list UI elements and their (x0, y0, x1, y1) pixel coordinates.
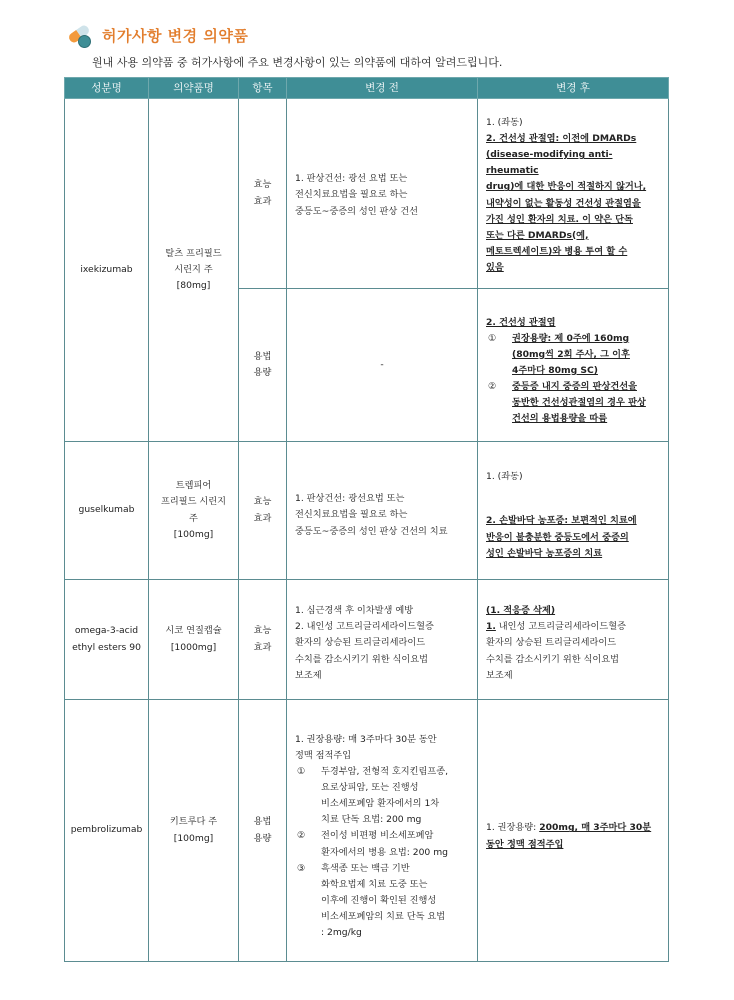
before-line: 중등도~중증의 성인 판상 건선의 치료 (295, 525, 448, 537)
drug-strength: [80mg] (176, 280, 211, 292)
item-cell (239, 700, 287, 962)
column-header: 변경 전 (287, 78, 478, 99)
item-cell (239, 289, 287, 442)
page-header (66, 22, 248, 48)
after-changed-line: 있음 (486, 261, 504, 273)
before-line: 전이성 비편평 비소세포폐암 (321, 830, 434, 842)
before-line: 흑색종 또는 백금 기반 (321, 862, 410, 874)
after-changed-line: 동안 정맥 점적주입 (486, 838, 564, 850)
before-line: 정맥 점적주입 (295, 749, 352, 761)
column-header: 변경 후 (478, 78, 669, 99)
before-line: 환자에서의 병용 요법: 200 mg (321, 846, 448, 858)
before-cell (287, 442, 478, 580)
before-line: 비소세포폐암 환자에서의 1차 (321, 798, 440, 810)
after-changed-line: 2. 건선성 관절염 (486, 316, 556, 328)
after-changed-line: 중등증 내지 중증의 판상건선을 (512, 381, 637, 393)
after-changed-line: (disease-modifying anti-rheumatic (486, 149, 613, 177)
item-cell (239, 442, 287, 580)
before-line: 전신치료요법을 필요로 하는 (295, 189, 408, 201)
drug-strength: [100mg] (173, 528, 214, 540)
after-line: 보조제 (486, 669, 513, 681)
list-item (295, 828, 469, 860)
before-line: 환자의 상승된 트리글리세라이드 (295, 637, 426, 649)
before-line: 화학요법제 치료 도중 또는 (321, 878, 428, 890)
table-header-row (65, 78, 669, 99)
after-changed-line: 권장용량: 제 0주에 160mg (512, 332, 630, 344)
drug-cell (149, 442, 239, 580)
column-header: 의약품명 (149, 78, 239, 99)
ingredient-name: ixekizumab (80, 263, 133, 275)
after-changed-number: 1. (486, 621, 496, 633)
after-changed-line: drug)에 대한 반응이 적절하지 않거나, (486, 181, 647, 193)
before-cell (287, 289, 478, 442)
before-line: 치료 단독 요법: 200 mg (321, 814, 422, 826)
after-line-text: 내인성 고트리글리세라이드혈증 (495, 621, 626, 633)
list-number: ① (297, 766, 306, 778)
drug-cell (149, 580, 239, 700)
drug-name: 시코 연질캡슐 (165, 625, 222, 637)
before-line: 1. 판상건선: 광선요법 또는 (295, 493, 405, 505)
drug-name: 시린지 주 (174, 263, 213, 275)
before-line: 보조제 (295, 669, 322, 681)
before-line: 1. 판상건선: 광선 요법 또는 (295, 173, 408, 185)
before-line: 비소세포폐암의 치료 단독 요법 (321, 910, 446, 922)
after-changed-line: 2. 건선성 관절염: 이전에 DMARDs (486, 133, 637, 145)
item-label: 효과 (253, 641, 272, 653)
before-line: 요로상피암, 또는 진행성 (321, 782, 419, 794)
after-line: 1. (좌동) (486, 471, 523, 483)
after-changed-line: 메토트렉세이트)와 병용 투여 할 수 (486, 245, 628, 257)
item-label: 용량 (253, 367, 272, 378)
item-label: 효능 (253, 496, 272, 508)
before-line: 1. 권장용량: 매 3주마다 30분 동안 (295, 733, 437, 745)
changes-table (64, 77, 669, 962)
drug-cell (149, 99, 239, 442)
drug-name: 탈츠 프리필드 (165, 247, 222, 259)
before-cell (287, 700, 478, 962)
list-item (295, 764, 469, 828)
after-cell (478, 289, 669, 442)
before-line: - (380, 358, 384, 370)
item-label: 용법 (253, 816, 272, 828)
list-number: ③ (297, 862, 306, 874)
ingredient-name: ethyl esters 90 (72, 641, 141, 653)
table-row (65, 580, 669, 700)
after-changed-line: 반응이 불충분한 중등도에서 중증의 (486, 531, 629, 543)
before-line: 2. 내인성 고트리글리세라이드혈증 (295, 621, 434, 633)
item-label: 효과 (253, 195, 272, 207)
drug-cell (149, 700, 239, 962)
before-line: 1. 심근경색 후 이차발생 예방 (295, 605, 414, 617)
after-changed-line: (80mg씩 2회 주사, 그 이후 (512, 348, 630, 360)
ingredient-cell (65, 700, 149, 962)
item-cell (239, 99, 287, 289)
after-changed-line: 성인 손발바닥 농포증의 치료 (486, 547, 603, 559)
ingredient-name: guselkumab (78, 504, 135, 516)
after-changed-line: 가진 성인 환자의 치료. 이 약은 단독 (486, 213, 633, 225)
after-line: 수치를 감소시키기 위한 식이요법 (486, 653, 620, 665)
table-row (65, 700, 669, 962)
table-row (65, 99, 669, 289)
before-line: : 2mg/kg (321, 927, 362, 939)
after-changed-line: 내약성이 없는 활동성 건선성 관절염을 (486, 197, 641, 209)
after-line: 1. (좌동) (486, 117, 523, 129)
after-cell (478, 700, 669, 962)
list-number: ② (488, 381, 497, 393)
column-header: 성분명 (65, 78, 149, 99)
after-cell (478, 580, 669, 700)
column-header: 항목 (239, 78, 287, 99)
after-changed-line: 4주마다 80mg SC) (512, 364, 598, 376)
drug-strength: [100mg] (173, 832, 214, 844)
after-changed-line: 2. 손발바닥 농포증: 보편적인 치료에 (486, 515, 637, 527)
drug-name: 프리필드 시린지 (160, 496, 227, 508)
item-label: 효능 (253, 625, 272, 637)
ingredient-cell (65, 580, 149, 700)
item-label: 효과 (253, 512, 272, 524)
list-number: ① (488, 332, 497, 344)
before-line: 전신치료요법을 필요로 하는 (295, 509, 408, 521)
before-line: 중등도~중증의 성인 판상 건선 (295, 205, 418, 217)
before-line: 수치를 감소시키기 위한 식이요법 (295, 653, 429, 665)
after-line (486, 820, 660, 836)
ingredient-name: omega-3-acid (74, 625, 139, 637)
after-line: 환자의 상승된 트리글리세라이드 (486, 637, 617, 649)
item-cell (239, 580, 287, 700)
pill-icon (66, 23, 96, 47)
list-item (295, 861, 469, 941)
list-number: ② (297, 830, 306, 842)
item-label: 용법 (253, 350, 272, 362)
drug-name: 주 (189, 512, 198, 524)
item-label: 효능 (253, 179, 272, 191)
page-subtitle: 원내 사용 의약품 중 허가사항에 주요 변경사항이 있는 의약품에 대하여 알려드립니다. (92, 56, 503, 69)
table-row (65, 442, 669, 580)
drug-strength: [1000mg] (170, 641, 217, 653)
after-changed-line: 200mg, 매 3주마다 30분 (539, 822, 652, 834)
ingredient-cell (65, 442, 149, 580)
drug-name: 키트루다 주 (169, 816, 218, 828)
after-changed-line: 건선의 용법용량을 따름 (512, 413, 608, 425)
item-label: 용량 (253, 832, 272, 844)
before-line: 두경부암, 전형적 호지킨림프종, (321, 766, 449, 778)
after-changed-line: 동반한 건선성관절염의 경우 판상 (512, 397, 646, 409)
ingredient-name: pembrolizumab (70, 824, 143, 836)
after-line-text: 1. 권장용량: (486, 822, 540, 834)
ingredient-cell (65, 99, 149, 442)
after-cell (478, 99, 669, 289)
after-changed-line: 또는 다른 DMARDs(예, (486, 229, 589, 241)
before-cell (287, 580, 478, 700)
before-line: 이후에 진행이 확인된 진행성 (321, 894, 437, 906)
list-item (486, 379, 660, 427)
list-item (486, 331, 660, 379)
before-cell (287, 99, 478, 289)
after-changed-line: (1. 적응증 삭제) (486, 605, 556, 617)
page-title: 허가사항 변경 의약품 (102, 26, 249, 45)
drug-name: 트렘피어 (175, 480, 212, 492)
after-line (486, 619, 660, 635)
after-cell (478, 442, 669, 580)
